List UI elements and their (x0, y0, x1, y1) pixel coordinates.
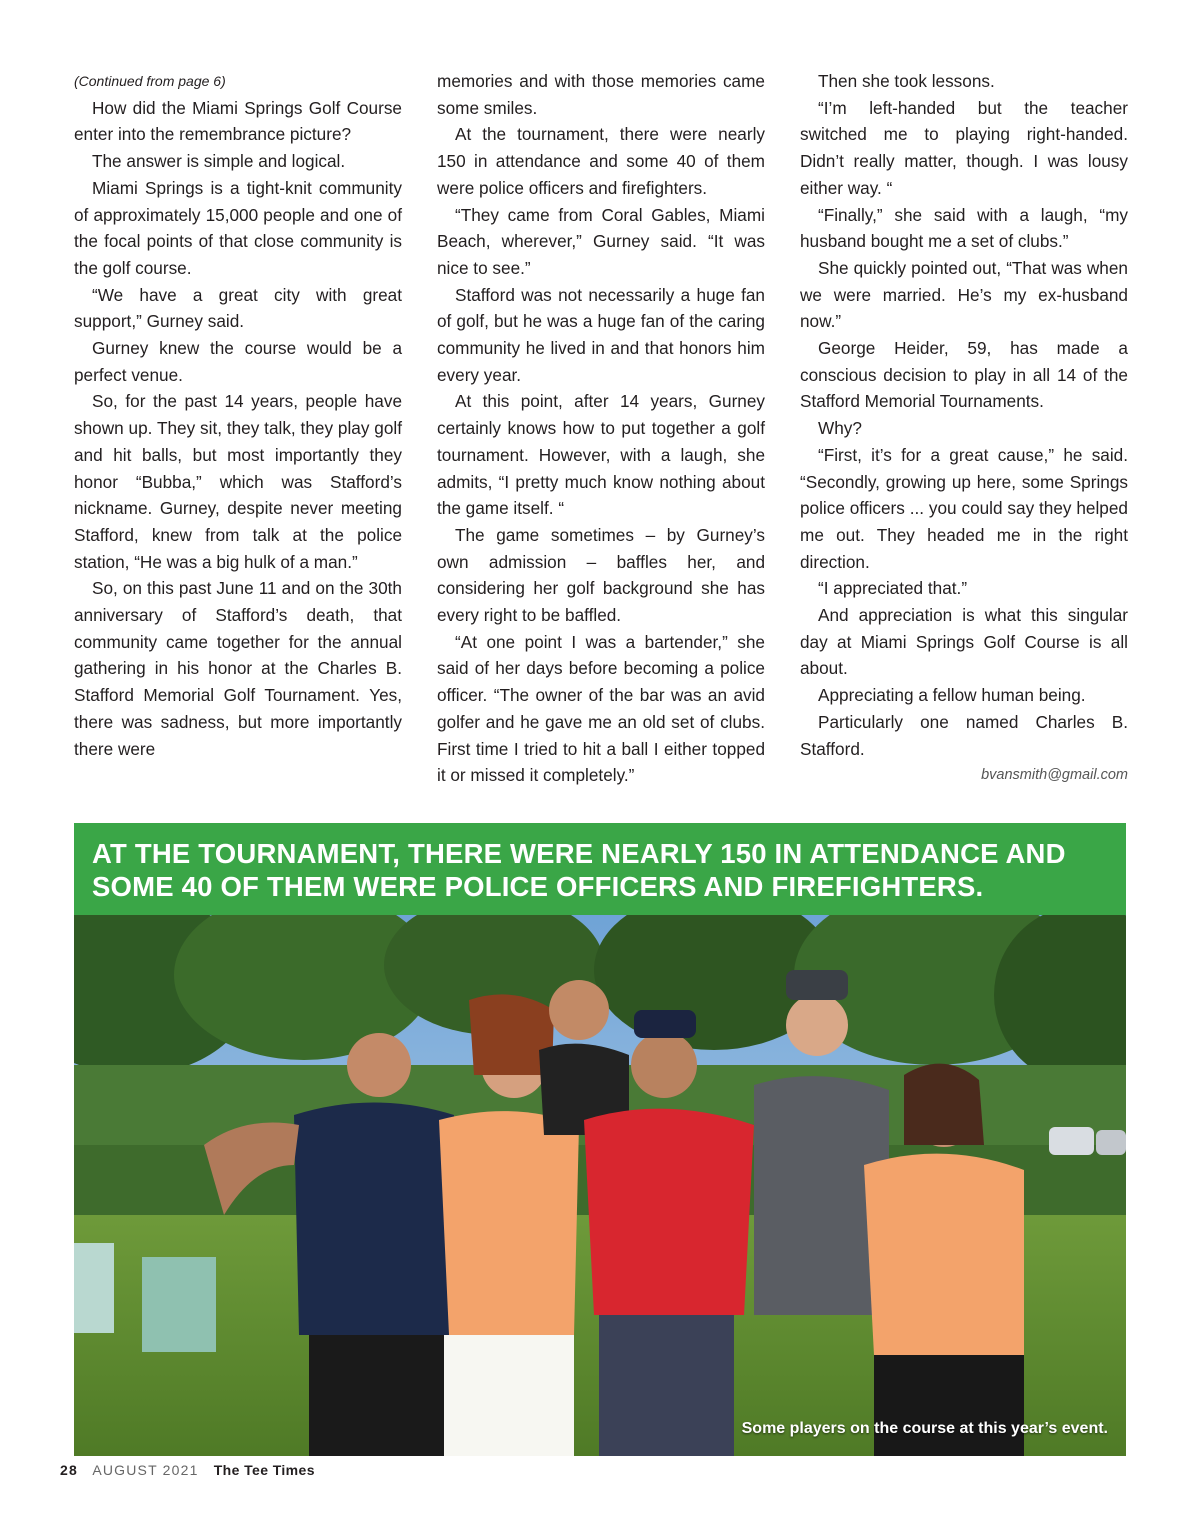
paragraph: Appreciating a fellow human being. (818, 685, 1086, 706)
paragraph: Particularly one named Charles B. Stafford. (800, 711, 1128, 759)
paragraph: Then she took lessons. (818, 71, 995, 91)
group-photo (74, 915, 1126, 1456)
paragraph: The game sometimes – by Gurney’s own admission – baffles her, and considering her golf background she has every right to be baffled. (437, 524, 765, 626)
paragraph: At the tournament, there were nearly 150 in attendance and some 40 of them were police officers and firefighters. (437, 124, 765, 198)
paragraph: And appreciation is what this singular day at Miami Springs Golf Course is all about. (800, 605, 1128, 679)
paragraph: At this point, after 14 years, Gurney certainly knows how to put together a golf tournament. However, with a laugh, she admits, “I pretty much know nothing about the game itself. “ (437, 391, 765, 519)
photo-illustration (74, 915, 1126, 1456)
paragraph: The answer is simple and logical. (92, 151, 346, 172)
paragraph: “First, it’s for a great cause,” he said. “Secondly, growing up here, some Springs police officers ... you could say they helped me out. They headed me in the right direction. (800, 444, 1128, 572)
paragraph: Miami Springs is a tight-knit community of approximately 15,000 people and one of the focal points of that close community is the golf course. (74, 177, 402, 278)
issue-date: AUGUST 2021 (92, 1462, 199, 1478)
page-number: 28 (60, 1462, 78, 1478)
paragraph: memories and with those memories came some smiles. (437, 71, 765, 118)
paragraph: Stafford was not necessarily a huge fan of golf, but he was a huge fan of the caring community he lived in and that honors him every year. (437, 284, 765, 385)
publication-name: The Tee Times (213, 1462, 315, 1478)
article-column-1 (74, 68, 402, 762)
paragraph: “I’m left-handed but the teacher switched me to playing right-handed. Didn’t really matter, though. I was lousy either way. “ (800, 97, 1128, 198)
paragraph: “We have a great city with great support,” Gurney said. (74, 284, 402, 332)
paragraph: Gurney knew the course would be a perfect venue. (74, 338, 402, 385)
page-footer (60, 1462, 315, 1478)
article-column-2 (437, 68, 765, 789)
continued-note: (Continued from page 6) (74, 73, 226, 89)
paragraph: So, for the past 14 years, people have shown up. They sit, they talk, they play golf and hit balls, but most importantly they honor “Bubba,” which was Stafford’s nickname. Gurney, despite never meeting Stafford, knew from talk at the police station, “He was a big hulk of a man.” (74, 391, 402, 572)
pullquote-text: AT THE TOURNAMENT, THERE WERE NEARLY 150 IN ATTENDANCE AND SOME 40 OF THEM WERE POLICE OFFICERS AND FIREFIGHTERS. (92, 838, 1066, 902)
paragraph: “I appreciated that.” (818, 578, 968, 599)
paragraph: “They came from Coral Gables, Miami Beach, wherever,” Gurney said. “It was nice to see.” (437, 204, 765, 278)
paragraph: “At one point I was a bartender,” she said of her days before becoming a police officer. “The owner of the bar was an avid golfer and he gave me an old set of clubs. First time I tried to hit a ball I either topped it or missed it completely.” (437, 631, 765, 786)
article-column-3 (800, 68, 1128, 789)
author-email: bvansmith@gmail.com (981, 767, 1128, 784)
paragraph: George Heider, 59, has made a conscious decision to play in all 14 of the Stafford Memorial Tournaments. (800, 338, 1128, 412)
pullquote-banner (74, 823, 1126, 915)
paragraph: How did the Miami Springs Golf Course enter into the remembrance picture? (74, 97, 402, 145)
paragraph: Why? (818, 418, 862, 439)
paragraph: She quickly pointed out, “That was when we were married. He’s my ex-husband now.” (800, 257, 1128, 332)
paragraph: So, on this past June 11 and on the 30th anniversary of Stafford’s death, that community came together for the annual gathering in his honor at the Charles B. Stafford Memorial Golf Tournament. Yes, there was sadness, but more importantly there were (74, 578, 402, 759)
photo-caption: Some players on the course at this year’s event. (741, 1420, 1108, 1437)
paragraph: “Finally,” she said with a laugh, “my husband bought me a set of clubs.” (800, 204, 1128, 252)
